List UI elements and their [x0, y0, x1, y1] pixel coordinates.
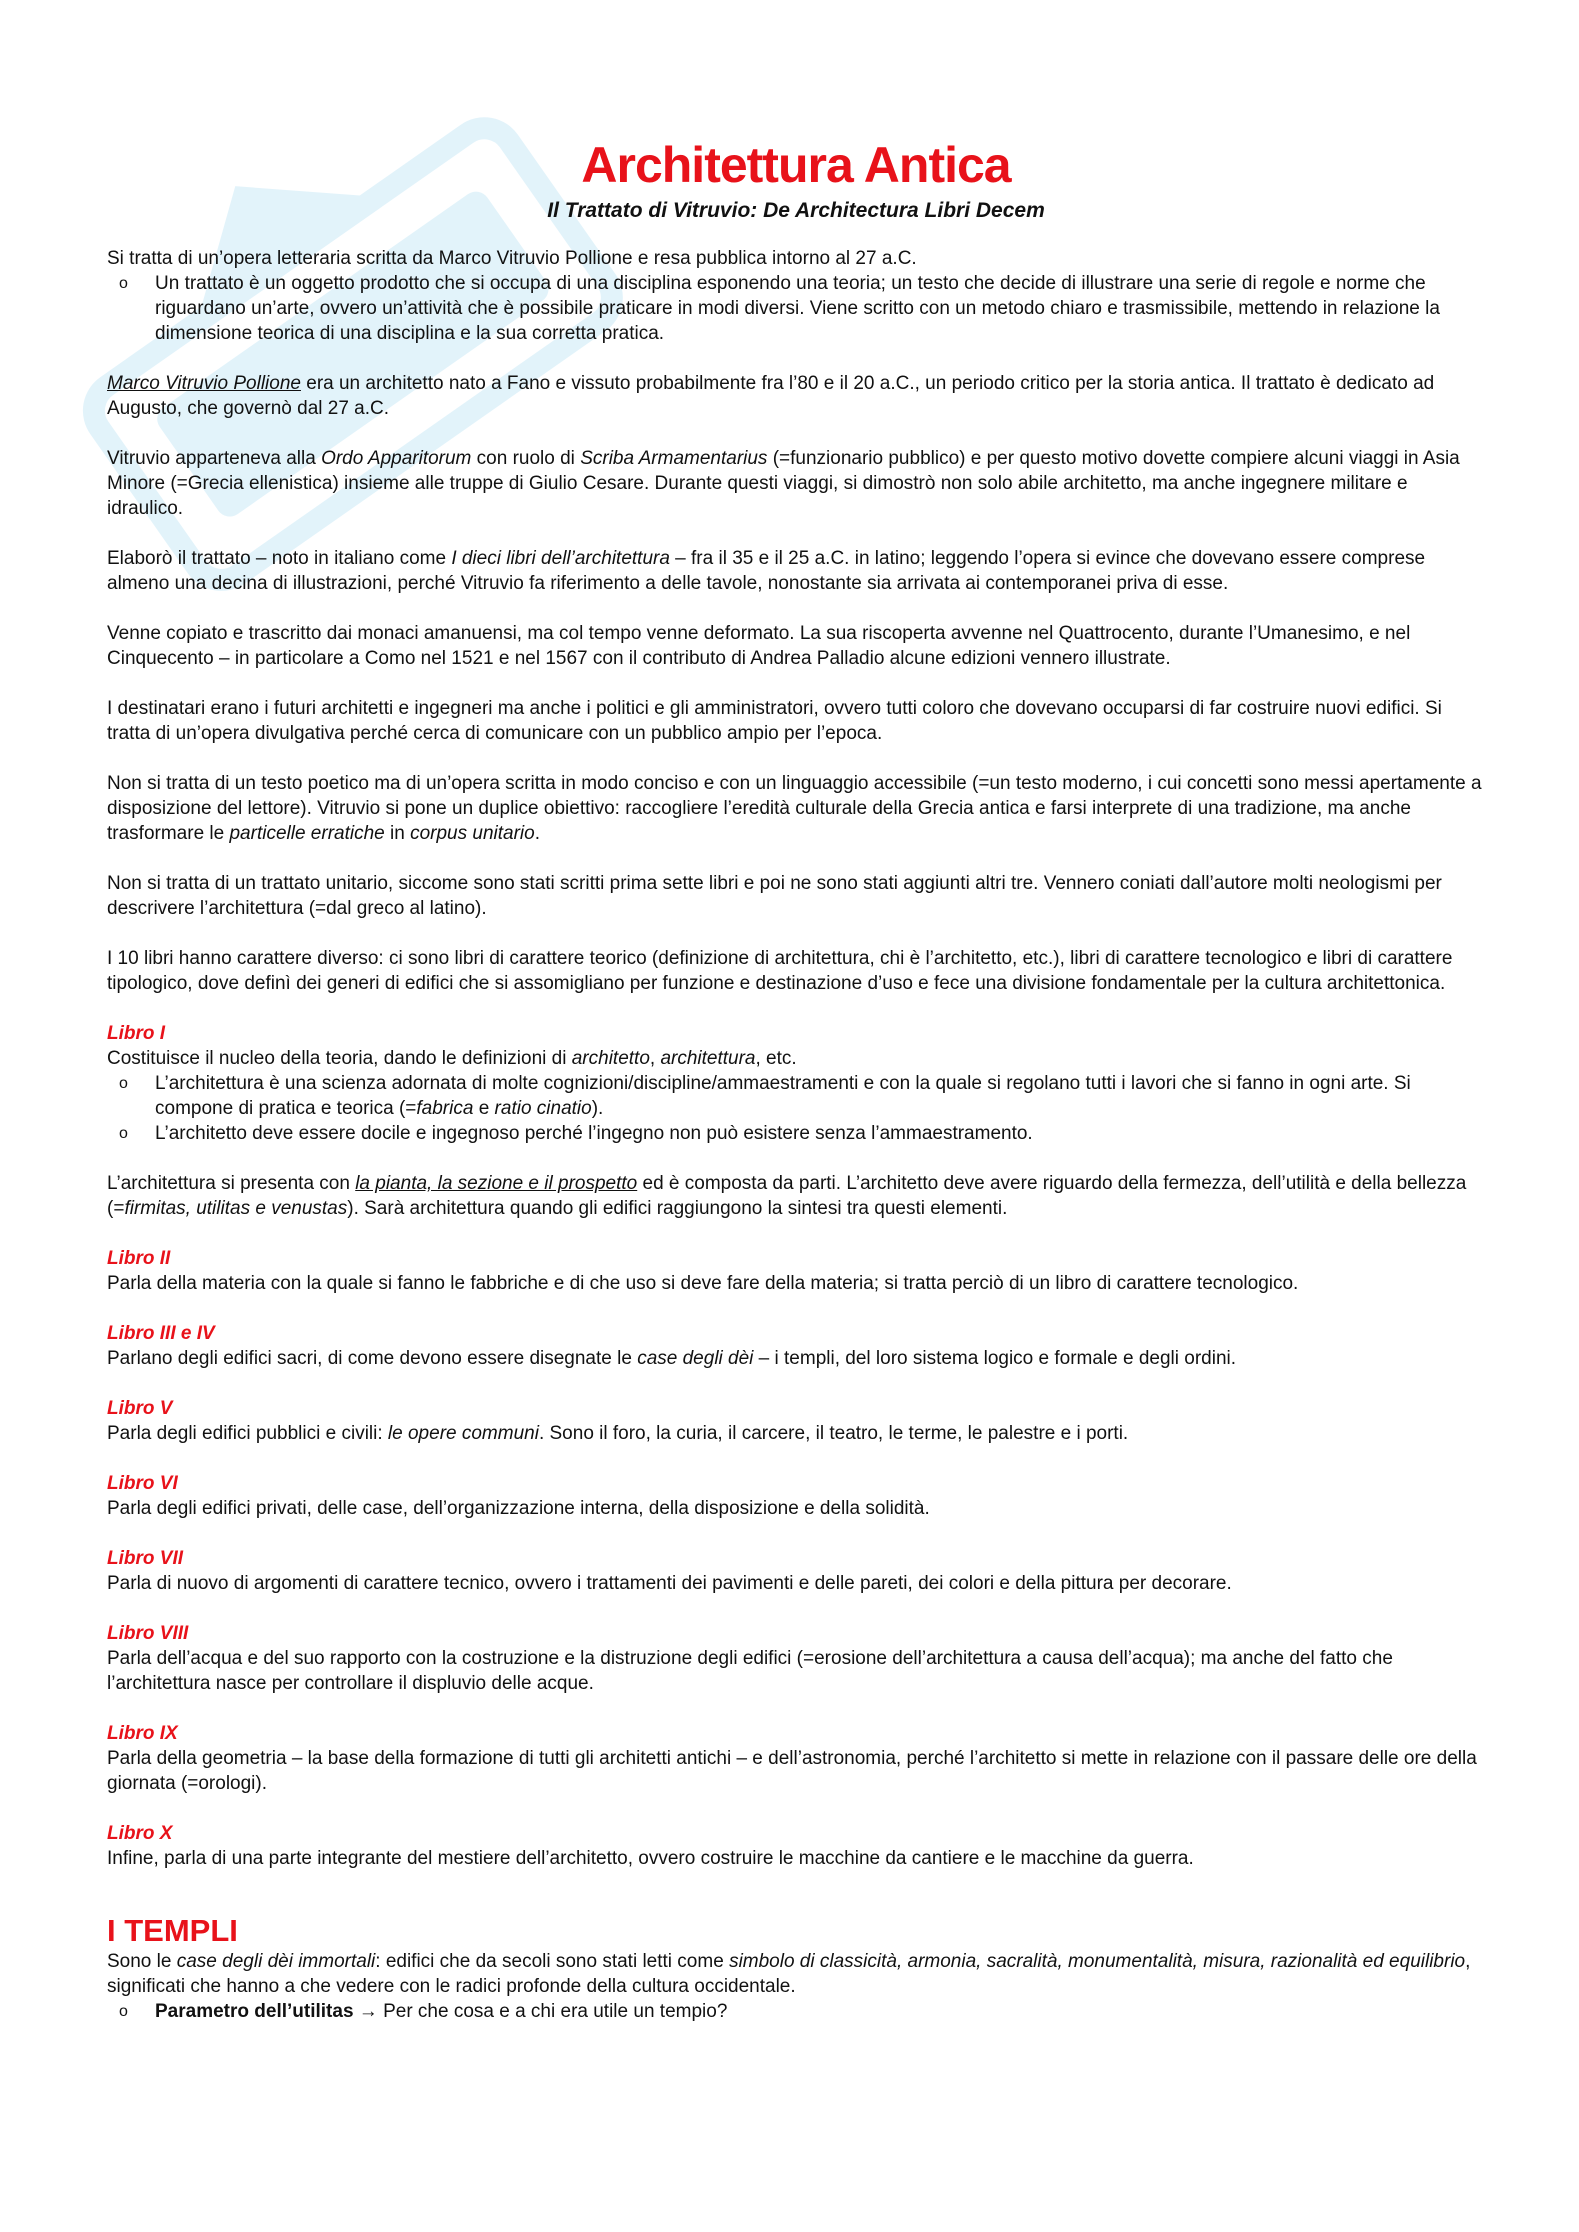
- text-span: , significati che hanno a che vedere con le radici profonde della cultura occidentale.: [107, 1951, 1471, 1997]
- text-span: . Sono il foro, la curia, il carcere, il teatro, le terme, le palestre e i porti.: [538, 1423, 1129, 1444]
- text-span: ).: [591, 1098, 604, 1119]
- text-span: – fra il 35 e il 25 a.C. in latino; leggendo l’opera si evince che dovevano essere comprese almeno una decina di illustrazioni, perché Vitruvio fa riferimento a delle tavole, nonostante sia arrivata ai contemporanei priva di esse.: [107, 548, 1426, 594]
- paragraph-poetico: [107, 771, 1485, 846]
- paragraph-ordo: [107, 446, 1485, 521]
- text-span: la pianta, la sezione e il prospetto: [355, 1173, 638, 1194]
- text-span: particelle erratiche: [229, 823, 385, 844]
- text-span: ed è composta da parti. L’architetto deve avere riguardo della fermezza, dell’utilità e della bellezza (=: [107, 1173, 1467, 1219]
- templi-intro: [107, 1949, 1485, 1999]
- text-span: – i templi, del loro sistema logico e formale e degli ordini.: [753, 1348, 1237, 1369]
- text-span: : edifici che da secoli sono stati letti come: [375, 1951, 730, 1972]
- text-span: in: [384, 823, 411, 844]
- book-9-text: Parla della geometria – la base della formazione di tutti gli architetti antichi – e dell’astronomia, perché l’architetto si mette in relazione con il passare delle ore della giornata (=orologi).: [107, 1748, 1477, 1794]
- bullet-list-trattato: [107, 271, 1485, 346]
- book-10-text: Infine, parla di una parte integrante del mestiere dell’architetto, ovvero costruire le macchine da cantiere e le macchine da guerra.: [107, 1848, 1194, 1869]
- text-span: Non si tratta di un testo poetico ma di un’opera scritta in modo conciso e con un linguaggio accessibile (=un testo moderno, i cui concetti sono messi apertamente a disposizione del lettore). Vitruvio si pone un duplice obiettivo: raccogliere l’eredità culturale della Grecia antica e farsi interprete di una tradizione, ma anche trasformare le: [107, 773, 1482, 844]
- book-heading-10: Libro X: [107, 1823, 173, 1844]
- text-span: architettura: [660, 1048, 756, 1069]
- book-1-text: [107, 1046, 1485, 1071]
- book-2-text: Parla della materia con la quale si fanno le fabbriche e di che uso si deve fare della materia; si tratta perciò di un libro di carattere tecnologico.: [107, 1273, 1299, 1294]
- text-span: architetto: [571, 1048, 650, 1069]
- text-span: fabrica: [416, 1098, 474, 1119]
- book-heading-8: Libro VIII: [107, 1623, 189, 1644]
- intro-paragraph: Si tratta di un’opera letteraria scritta da Marco Vitruvio Pollione e resa pubblica intorno al 27 a.C.: [107, 248, 917, 269]
- book-7-text: Parla di nuovo di argomenti di carattere tecnico, ovvero i trattamenti dei pavimenti e delle pareti, dei colori e della pittura per decorare.: [107, 1573, 1232, 1594]
- text-span: Parla degli edifici pubblici e civili:: [107, 1423, 388, 1444]
- text-span: case degli dèi: [637, 1348, 754, 1369]
- text-span: era un architetto nato a Fano e vissuto probabilmente fra l’80 e il 20 a.C., un periodo critico per la storia antica. Il trattato è dedicato ad Augusto, che governò dal 27 a.C.: [107, 373, 1435, 419]
- text-span: Parlano degli edifici sacri, di come devono essere disegnate le: [107, 1348, 638, 1369]
- text-span: ratio cinatio: [494, 1098, 592, 1119]
- text-span: con ruolo di: [471, 448, 581, 469]
- paragraph-unitario: Non si tratta di un trattato unitario, siccome sono stati scritti prima sette libri e poi ne sono stati aggiunti altri tre. Vennero coniati dall’autore molti neologismi per descrivere l’architettura (=dal greco al latino).: [107, 873, 1442, 919]
- book-heading-5: Libro V: [107, 1398, 173, 1419]
- paragraph-10-libri: I 10 libri hanno carattere diverso: ci sono libri di carattere teorico (definizione di architettura, chi è l’architetto, etc.), libri di carattere tecnologico e libri di carattere tipologico, dove definì dei generi di edifici che si assomigliano per funzione e destinazione d’uso e fece una divisione fondamentale per la cultura architettonica.: [107, 948, 1453, 994]
- text-span: Parametro dell’utilitas: [155, 2001, 354, 2022]
- text-span: e: [473, 1098, 495, 1119]
- text-span: I dieci libri dell’architettura: [451, 548, 670, 569]
- book-heading-2: Libro II: [107, 1248, 171, 1269]
- text-span: firmitas, utilitas e venustas: [124, 1198, 348, 1219]
- text-span: Ordo Apparitorum: [321, 448, 472, 469]
- text-span: .: [534, 823, 540, 844]
- text-span: corpus unitario: [410, 823, 535, 844]
- text-span: Costituisce il nucleo della teoria, dando le definizioni di: [107, 1048, 572, 1069]
- text-span: → Per che cosa e a chi era utile un tempio?: [353, 2001, 728, 2022]
- book-6-text: Parla degli edifici privati, delle case, dell’organizzazione interna, della disposizione e della solidità.: [107, 1498, 930, 1519]
- bullet-list-libro-1: [107, 1071, 1485, 1146]
- text-span: Scriba Armamentarius: [580, 448, 768, 469]
- book-heading-6: Libro VI: [107, 1473, 178, 1494]
- book-8-text: Parla dell’acqua e del suo rapporto con la costruzione e la distruzione degli edifici (=erosione dell’architettura a causa dell’acqua); ma anche del fatto che l’architettura nasce per controllare il displuvio delle acque.: [107, 1648, 1393, 1694]
- text-span: Vitruvio apparteneva alla: [107, 448, 322, 469]
- section-heading-templi: I TEMPLI: [107, 1913, 238, 1948]
- text-span: Sono le: [107, 1951, 177, 1972]
- text-span: L’architettura è una scienza adornata di molte cognizioni/discipline/ammaestramenti e con la quale si regolano tutti i lavori che si fanno in ogni arte. Si compone di pratica e teorica (=: [155, 1073, 1411, 1119]
- page-subtitle: Il Trattato di Vitruvio: De Architectura Libri Decem: [547, 199, 1045, 222]
- text-span: ). Sarà architettura quando gli edifici raggiungono la sintesi tra questi elementi.: [347, 1198, 1008, 1219]
- paragraph-pianta: [107, 1171, 1485, 1221]
- list-item: o Un trattato è un oggetto prodotto che si occupa di una disciplina esponendo una teoria; un testo che decide di illustrare una serie di regole e norme che riguardano un’arte, ovvero un’attività che è possibile praticare in modi diversi. Viene scritto con un metodo chiaro e trasmissibile, mettendo in relazione la dimensione teorica di una disciplina e la sua corretta pratica.: [107, 271, 1485, 346]
- text-span: Elaborò il trattato – noto in italiano come: [107, 548, 452, 569]
- text-span: simbolo di classicità, armonia, sacralità, monumentalità, misura, razionalità ed equilibrio: [729, 1951, 1466, 1972]
- book-5-text: [107, 1421, 1485, 1446]
- paragraph-copiato: Venne copiato e trascritto dai monaci amanuensi, ma col tempo venne deformato. La sua riscoperta avvenne nel Quattrocento, durante l’Umanesimo, e nel Cinquecento – in particolare a Como nel 1521 e nel 1567 con il contributo di Andrea Palladio alcune edizioni vennero illustrate.: [107, 623, 1411, 669]
- book-3-4-text: [107, 1346, 1485, 1371]
- book-heading-3-4: Libro III e IV: [107, 1323, 215, 1344]
- text-span: L’architettura si presenta con: [107, 1173, 356, 1194]
- document-page: [107, 0, 1485, 2024]
- page-title: Architettura Antica: [581, 137, 1011, 193]
- text-span: le opere communi: [387, 1423, 539, 1444]
- paragraph-elaboro: [107, 546, 1485, 596]
- book-heading-9: Libro IX: [107, 1723, 178, 1744]
- list-item: [107, 1071, 1485, 1121]
- bullet-list-templi: [107, 1999, 1485, 2024]
- paragraph-destinatari: I destinatari erano i futuri architetti e ingegneri ma anche i politici e gli amministratori, ovvero tutti coloro che dovevano occuparsi di far costruire nuovi edifici. Si tratta di un’opera divulgativa perché cerca di comunicare con un pubblico ampio per l’epoca.: [107, 698, 1442, 744]
- text-span: ,: [649, 1048, 661, 1069]
- author-name: Marco Vitruvio Pollione: [107, 373, 301, 394]
- text-span: case degli dèi immortali: [176, 1951, 376, 1972]
- book-heading-7: Libro VII: [107, 1548, 183, 1569]
- list-item: [107, 1999, 1485, 2024]
- paragraph-vitruvio: [107, 371, 1485, 421]
- text-span: (=funzionario pubblico) e per questo motivo dovette compiere alcuni viaggi in Asia Minore (=Grecia ellenistica) insieme alle truppe di Giulio Cesare. Durante questi viaggi, si dimostrò non solo abile architetto, ma anche ingegnere militare e idraulico.: [107, 448, 1460, 519]
- list-item: o L’architetto deve essere docile e ingegnoso perché l’ingegno non può esistere senza l’ammaestramento.: [107, 1121, 1485, 1146]
- text-span: , etc.: [755, 1048, 797, 1069]
- book-heading-1: Libro I: [107, 1023, 166, 1044]
